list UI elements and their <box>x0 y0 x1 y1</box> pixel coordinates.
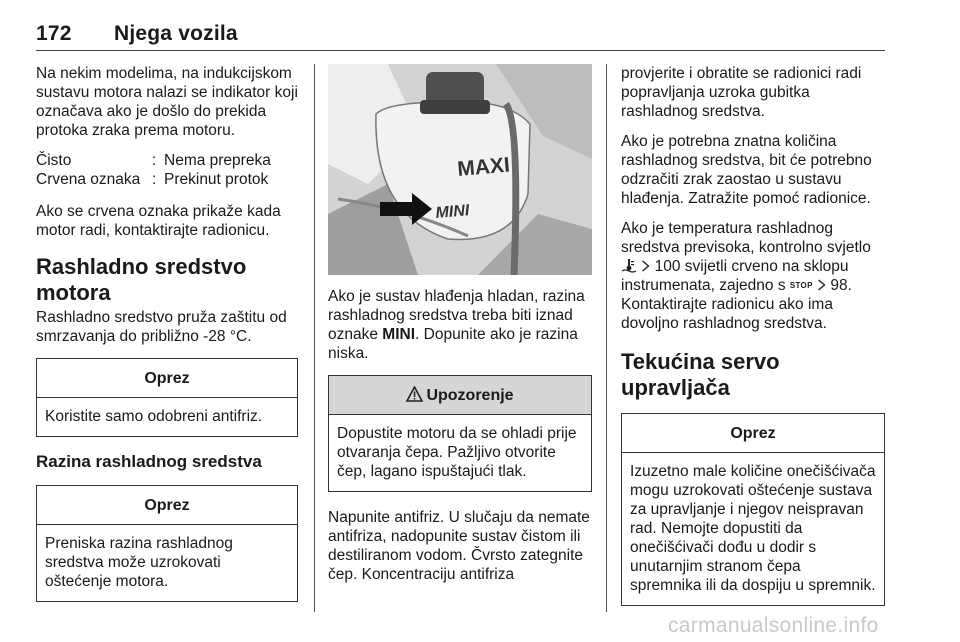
column-divider-1 <box>314 64 315 612</box>
watermark: carmanualsonline.info <box>668 614 879 637</box>
caution-title: Oprez <box>622 414 884 453</box>
coolant-temperature-icon <box>621 258 637 274</box>
warning-triangle-icon <box>406 386 423 402</box>
column-3 <box>621 64 885 620</box>
caution-box-antifreeze <box>36 358 298 437</box>
definition-row: Crvena oznaka : Prekinut protok <box>36 171 269 188</box>
warning-text: Dopustite motoru da se ohladi prije otvaranja čepa. Pažljivo otvorite čep, lagano ispuštajući tlak. <box>337 425 577 480</box>
caution-text: Izuzetno male količine onečišćivača mogu uzrokovati oštećenje sustava za upravljanje i njegov neispravan rad. Nemojte dopustiti da onečišćivači dođu u dodir s unutarnjim stranom čepa spremnika ili da dospiju u spremnik. <box>630 463 876 594</box>
column-2 <box>328 64 592 595</box>
caution-box-power-steering <box>621 413 885 606</box>
indicator-definitions <box>36 151 298 189</box>
indicator-intro: Na nekim modelima, na indukcijskom sustavu motora nalazi se indikator koji označava ako je došlo do prekida protoka zraka prema motoru. <box>36 65 298 139</box>
column-divider-2 <box>606 64 607 612</box>
page-reference-icon <box>641 260 650 272</box>
power-steering-heading: Tekućina servo upravljača <box>621 349 780 400</box>
caution-box-level <box>36 485 298 602</box>
caution-title: Oprez <box>37 486 297 525</box>
maxi-mark-label: MAXI <box>456 153 511 181</box>
caution-title: Oprez <box>37 359 297 398</box>
mini-mark-label: MINI <box>434 202 471 222</box>
large-quantity-text: Ako je potrebna znatna količina rashladnog sredstva, bit će potrebno odzračiti zrak zaostao u sustavu hlađenja. Zatražite pomoć radionice. <box>621 133 872 207</box>
check-text: provjerite i obratite se radionici radi popravljanja uzroka gubitka rashladnog sredstva. <box>621 65 862 120</box>
cold-level-text: Ako je sustav hlađenja hladan, razina rashladnog sredstva treba biti iznad oznake MINI. Dopunite ako je razina niska. <box>328 288 585 362</box>
coolant-heading: Rashladno sredstvo motora <box>36 254 247 305</box>
caution-text: Koristite samo odobreni antifriz. <box>45 408 263 425</box>
red-mark-text: Ako se crvena oznaka prikaže kada motor radi, kontaktirajte radionicu. <box>36 203 281 239</box>
warning-box-cap <box>328 375 592 492</box>
coolant-reservoir-photo <box>328 64 592 275</box>
header-rule <box>36 50 885 51</box>
temperature-text: Ako je temperatura rashladnog sredstva previsoka, kontrolno svjetlo 100 svijetli crveno na sklopu instrumenata, zajedno s STOP 98. Kontaktirajte radionicu ako ima dovoljno rashladnog sredstva. <box>621 220 871 332</box>
page-header <box>36 22 238 46</box>
page-reference-icon <box>817 279 826 291</box>
caution-text: Preniska razina rashladnog sredstva može uzrokovati oštećenje motora. <box>45 535 233 590</box>
coolant-level-heading: Razina rashladnog sredstva <box>36 452 262 471</box>
page-number: 172 <box>36 22 72 45</box>
section-title: Njega vozila <box>114 22 238 45</box>
stop-icon: STOP <box>789 281 813 290</box>
coolant-intro: Rashladno sredstvo pruža zaštitu od smrzavanja do približno -28 °C. <box>36 309 287 345</box>
warning-title: Upozorenje <box>329 376 591 415</box>
coolant-reservoir-illustration <box>328 64 592 275</box>
definition-row: Čisto : Nema prepreka <box>36 152 271 169</box>
fill-antifreeze-text: Napunite antifriz. U slučaju da nemate antifriza, nadopunite sustav čistom ili destiliranom vodom. Čvrsto zategnite čep. Koncentraciju antifriza <box>328 509 590 583</box>
column-1 <box>36 64 298 616</box>
